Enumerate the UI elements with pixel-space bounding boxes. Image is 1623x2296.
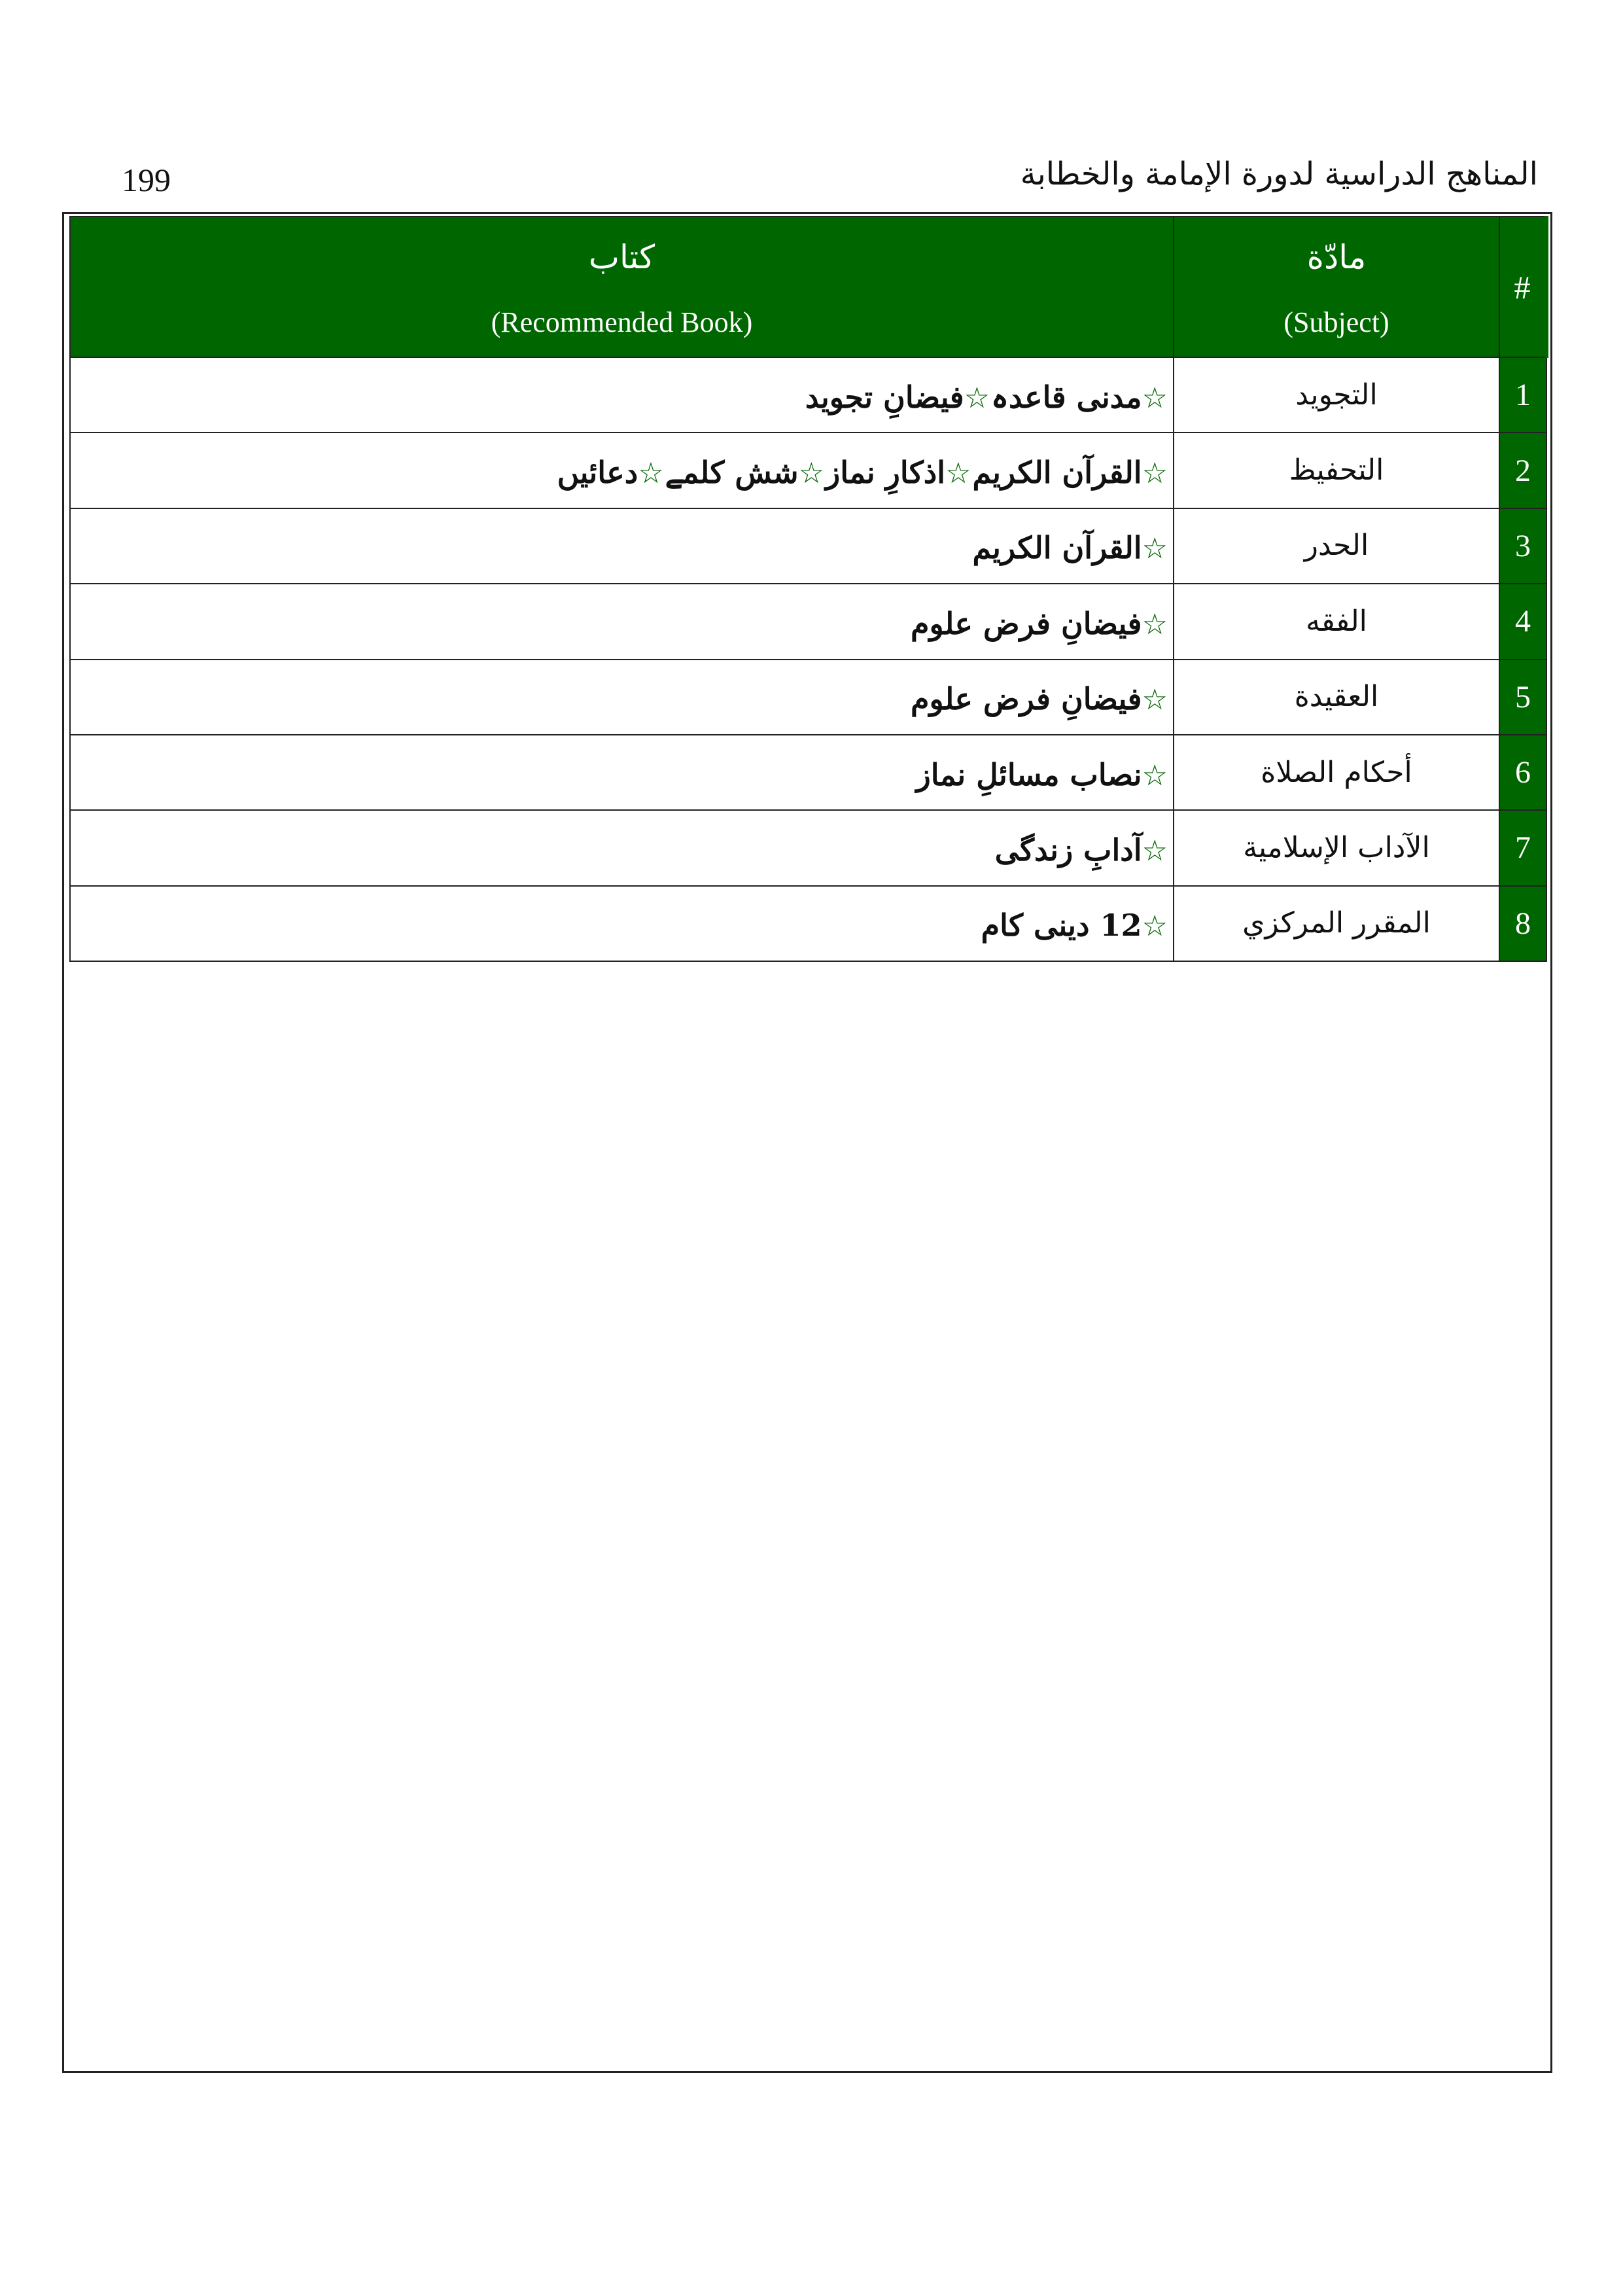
- subject-cell: العقيدة: [1174, 660, 1499, 735]
- book-title: فیضانِ تجوید: [805, 379, 964, 415]
- table-row: [70, 735, 1546, 810]
- book-header-arabic: كتاب: [588, 238, 655, 276]
- curriculum-table: [69, 216, 1548, 962]
- table-row: [70, 508, 1546, 584]
- book-item: [915, 757, 1168, 792]
- book-title: آدابِ زندگی: [994, 832, 1142, 868]
- subject-column-header: [1174, 217, 1499, 357]
- book-item: [824, 455, 971, 490]
- book-item: [994, 832, 1168, 868]
- book-cell: [70, 886, 1174, 961]
- row-number: 2: [1499, 433, 1546, 508]
- table-row: [70, 810, 1546, 885]
- subject-cell: التجويد: [1174, 357, 1499, 433]
- book-title: نصاب مسائلِ نماز: [916, 756, 1142, 792]
- star-icon: ☆: [798, 457, 825, 491]
- book-cell: [70, 735, 1174, 810]
- subject-cell: الفقه: [1174, 584, 1499, 659]
- subject-cell: أحكام الصلاة: [1174, 735, 1499, 810]
- book-header-english: (Recommended Book): [491, 306, 753, 338]
- number-column-header: [1499, 217, 1546, 357]
- subject-cell: الحدر: [1174, 508, 1499, 584]
- book-cell: [70, 433, 1174, 508]
- table-header-row: [70, 217, 1546, 357]
- book-item: [556, 455, 664, 490]
- row-number: 4: [1499, 584, 1546, 659]
- subject-header-arabic: مادّة: [1306, 238, 1367, 276]
- running-title: المناهج الدراسية لدورة الإمامة والخطابة: [1020, 156, 1538, 192]
- book-item: [971, 455, 1168, 490]
- star-icon: ☆: [945, 457, 971, 491]
- book-cell: [70, 660, 1174, 735]
- subject-header-english: (Subject): [1283, 306, 1389, 338]
- star-icon: ☆: [1142, 607, 1168, 641]
- book-item: [909, 681, 1168, 716]
- star-icon: ☆: [1142, 683, 1168, 717]
- book-title: فیضانِ فرض علوم: [911, 681, 1142, 717]
- book-title: فیضانِ فرض علوم: [911, 605, 1142, 641]
- book-item: [971, 530, 1168, 565]
- book-item: [909, 606, 1168, 641]
- row-number: 1: [1499, 357, 1546, 433]
- book-title: 12 دینی کام: [981, 908, 1142, 944]
- star-icon: ☆: [1142, 758, 1168, 792]
- table-row: [70, 886, 1546, 961]
- table-row: [70, 433, 1546, 508]
- star-icon: ☆: [1142, 457, 1168, 491]
- number-header-label: #: [1514, 268, 1531, 306]
- book-title: مدنی قاعدہ: [991, 379, 1142, 415]
- table-row: [70, 584, 1546, 659]
- row-number: 7: [1499, 810, 1546, 885]
- star-icon: ☆: [1142, 532, 1168, 566]
- table-body: [70, 357, 1546, 961]
- star-icon: ☆: [1142, 381, 1168, 415]
- book-cell: [70, 584, 1174, 659]
- subject-cell: الآداب الإسلامية: [1174, 810, 1499, 885]
- book-item: [990, 380, 1168, 415]
- book-title: دعائیں: [557, 455, 638, 491]
- table-row: [70, 660, 1546, 735]
- row-number: 8: [1499, 886, 1546, 961]
- row-number: 3: [1499, 508, 1546, 584]
- book-item: [804, 380, 990, 415]
- star-icon: ☆: [964, 381, 990, 415]
- book-column-header: [70, 217, 1174, 357]
- book-title: القرآن الكريم: [972, 455, 1142, 491]
- book-item: [980, 908, 1168, 943]
- star-icon: ☆: [638, 457, 664, 491]
- table-row: [70, 357, 1546, 433]
- subject-cell: التحفيظ: [1174, 433, 1499, 508]
- book-cell: [70, 810, 1174, 885]
- subject-cell: المقرر المركزي: [1174, 886, 1499, 961]
- star-icon: ☆: [1142, 834, 1168, 868]
- book-cell: [70, 357, 1174, 433]
- row-number: 6: [1499, 735, 1546, 810]
- book-title: اذکارِ نماز: [826, 455, 946, 491]
- star-icon: ☆: [1142, 910, 1168, 944]
- page-number: 199: [122, 162, 171, 198]
- book-title: شش کلمے: [665, 455, 799, 491]
- row-number: 5: [1499, 660, 1546, 735]
- book-item: [664, 455, 824, 490]
- book-cell: [70, 508, 1174, 584]
- book-title: القرآن الكريم: [972, 530, 1142, 566]
